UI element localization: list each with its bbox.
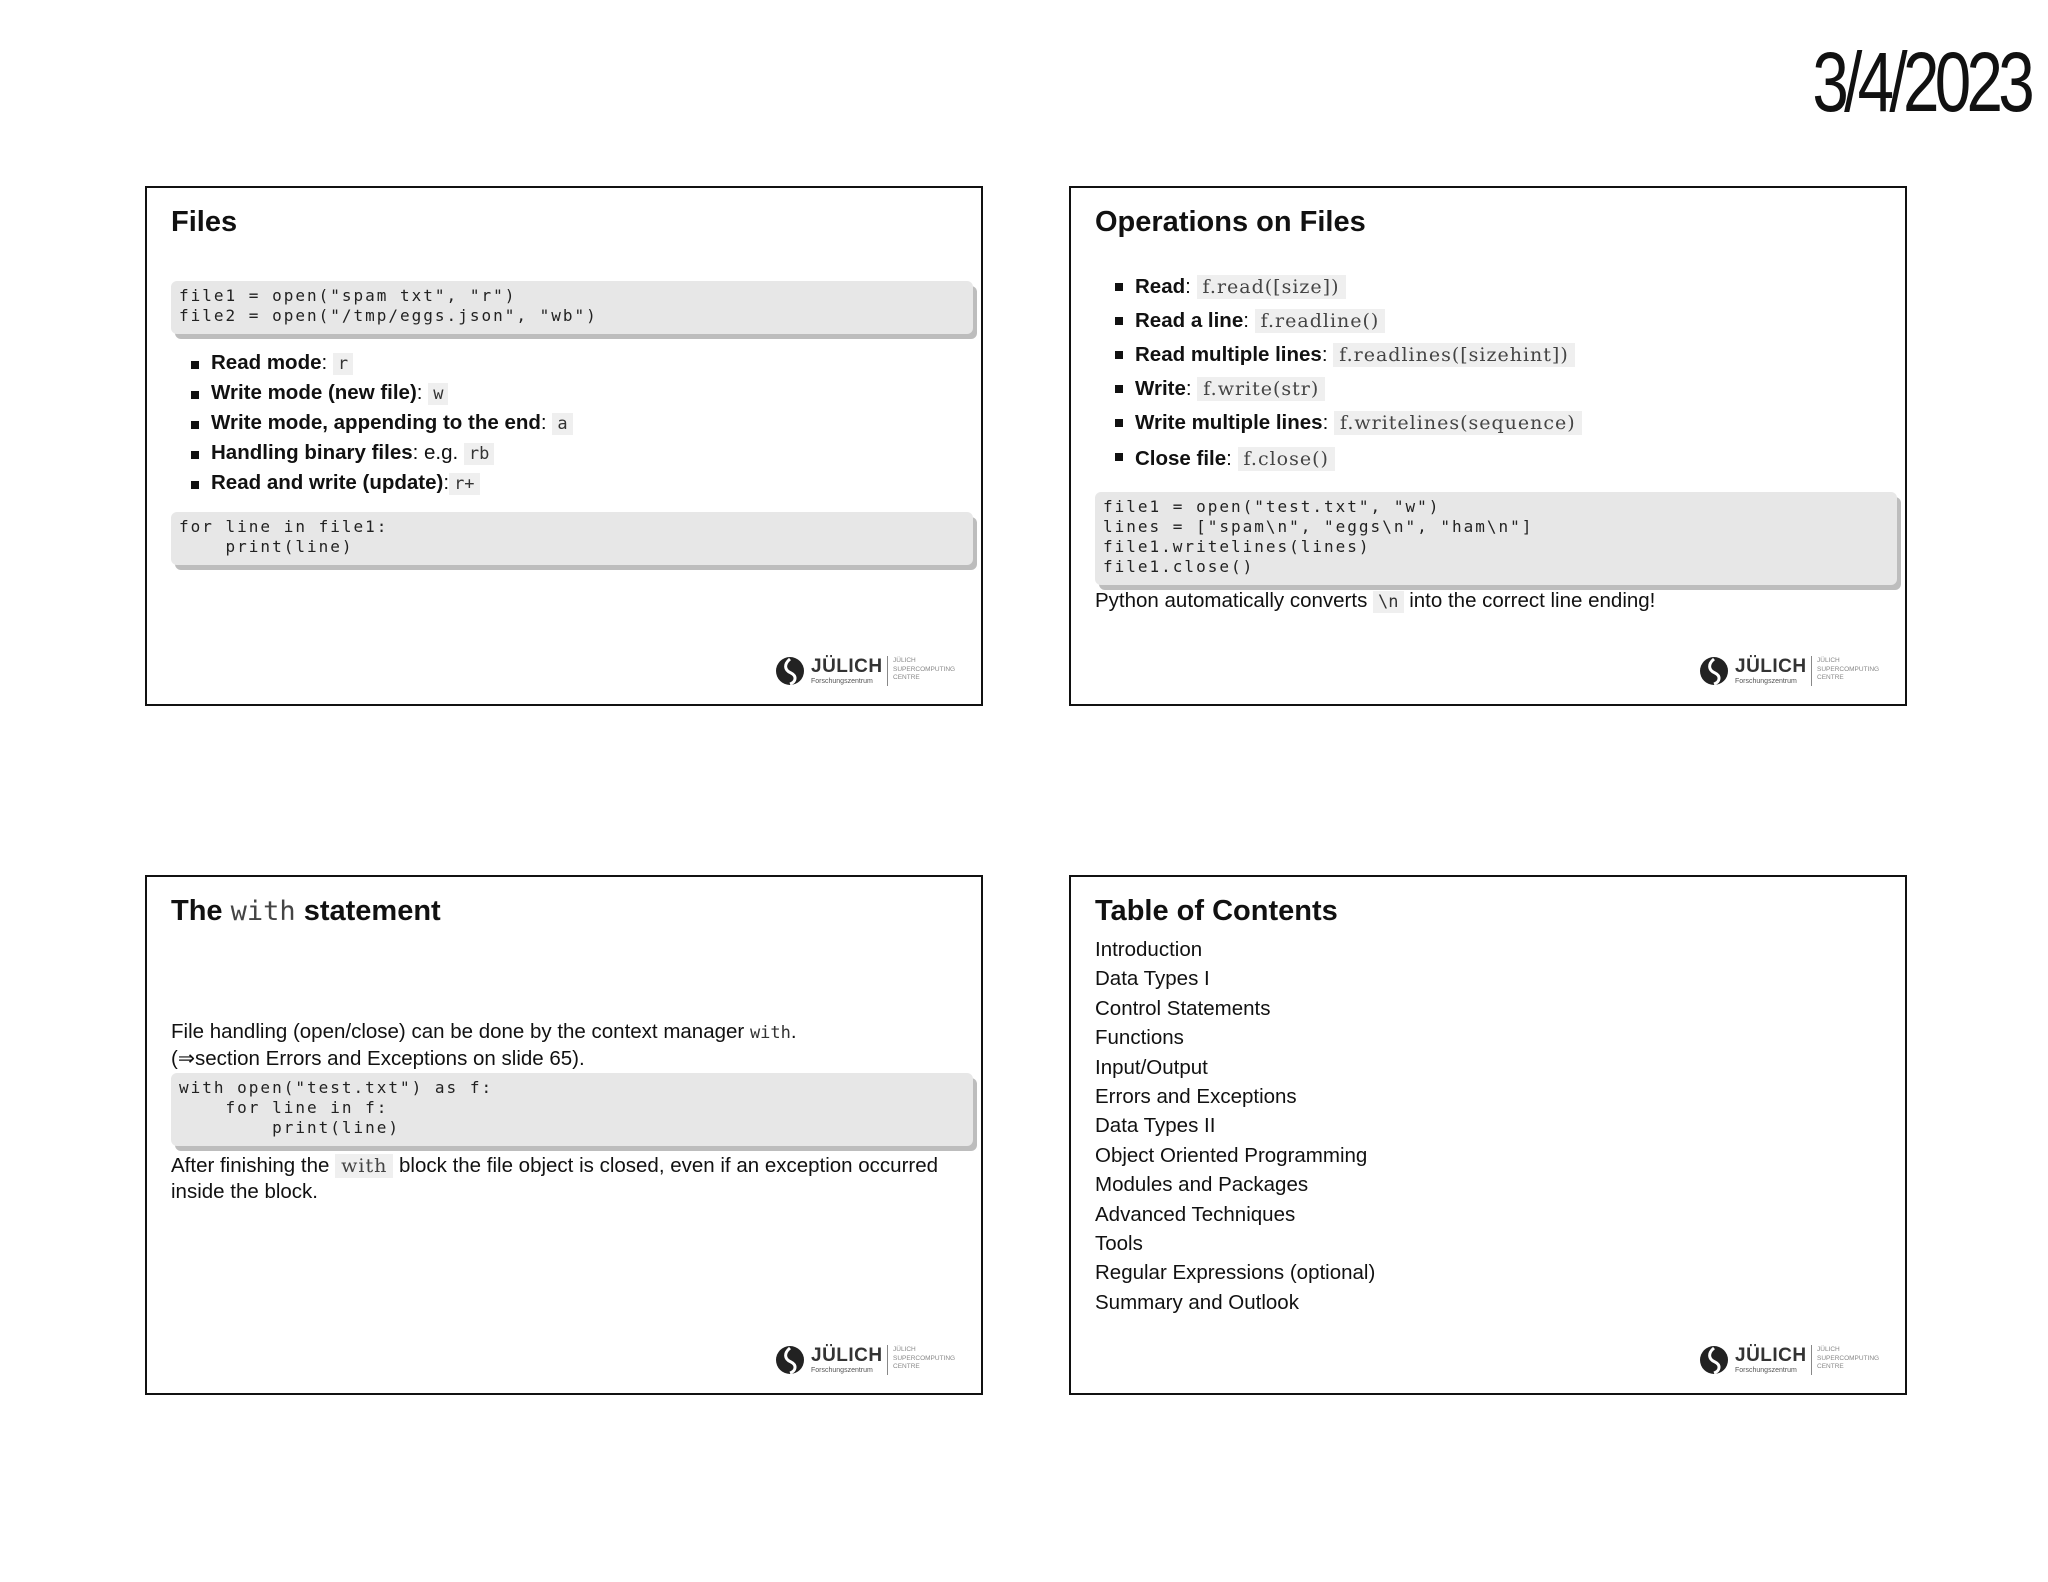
list-item: Read mode: r: [191, 348, 573, 378]
inline-code: f.readline(): [1255, 309, 1386, 333]
toc-item: Tools: [1095, 1231, 1143, 1255]
inline-code: with: [749, 1023, 791, 1043]
code-block: file1 = open("test.txt", "w") lines = ["spam\n", "eggs\n", "ham\n"] file1.writelines(lines) file1.close(): [1095, 492, 1897, 585]
slide-title: Operations on Files: [1095, 206, 1366, 238]
toc-item: Advanced Techniques: [1095, 1202, 1296, 1226]
julich-logo-icon: [1699, 1345, 1729, 1375]
inline-code: f.close(): [1238, 447, 1335, 471]
julich-logo-icon: [1699, 656, 1729, 686]
julich-logo-icon: [775, 1345, 805, 1375]
inline-code: f.readlines([sizehint]): [1333, 343, 1575, 367]
inline-code: r: [333, 353, 353, 375]
list-item: Write multiple lines: f.writelines(sequence): [1115, 406, 1582, 440]
slide-table-of-contents: [1069, 875, 1907, 1395]
slide-title: The with statement: [171, 895, 441, 927]
slide-with-statement: [145, 875, 983, 1395]
list-item: Close file: f.close(): [1115, 440, 1582, 478]
toc-item: Regular Expressions (optional): [1095, 1261, 1376, 1285]
toc-item: Summary and Outlook: [1095, 1290, 1299, 1314]
list-item: Write mode (new file): w: [191, 378, 573, 408]
slide-title: Files: [171, 206, 238, 238]
toc-list: [1095, 935, 1375, 1317]
list-item: Read and write (update): r+: [191, 468, 573, 498]
slide-title: Table of Contents: [1095, 895, 1338, 927]
inline-code: rb: [464, 443, 494, 465]
page-date: 3/4/2023: [1812, 35, 2030, 129]
bullet-list: [191, 348, 573, 498]
inline-code: a: [552, 413, 572, 435]
toc-item: Functions: [1095, 1026, 1184, 1050]
code-block: file1 = open("spam txt", "r") file2 = open("/tmp/eggs.json", "wb"): [171, 281, 973, 334]
bullet-list: [1115, 270, 1582, 478]
julich-logo: JÜLICH Forschungszentrum JÜLICH SUPERCOMPUTING CENTRE: [775, 1343, 965, 1379]
list-item: Read: f.read([size]): [1115, 270, 1582, 304]
toc-item: Data Types I: [1095, 967, 1210, 991]
slide-files: [145, 186, 983, 706]
list-item: Handling binary files: e.g. rb: [191, 438, 573, 468]
toc-item: Object Oriented Programming: [1095, 1143, 1368, 1167]
intro-text: File handling (open/close) can be done by the context manager with. (⇒section Errors and Exceptions on slide 65).: [171, 1020, 797, 1070]
inline-code: r+: [449, 473, 479, 495]
toc-item: Modules and Packages: [1095, 1173, 1309, 1197]
list-item: Write: f.write(str): [1115, 372, 1582, 406]
toc-item: Introduction: [1095, 938, 1203, 961]
code-block: with open("test.txt") as f: for line in f: print(line): [171, 1073, 973, 1146]
slide-operations-on-files: [1069, 186, 1907, 706]
inline-code: f.writelines(sequence): [1334, 411, 1582, 435]
list-item: Read a line: f.readline(): [1115, 304, 1582, 338]
code-block: for line in file1: print(line): [171, 512, 973, 565]
toc-item: Input/Output: [1095, 1055, 1208, 1079]
inline-code: f.write(str): [1197, 377, 1325, 401]
julich-logo-icon: [775, 656, 805, 686]
toc-item: Errors and Exceptions: [1095, 1084, 1297, 1108]
toc-item: Data Types II: [1095, 1114, 1216, 1138]
list-item: Write mode, appending to the end: a: [191, 408, 573, 438]
list-item: Read multiple lines: f.readlines([sizehint]): [1115, 338, 1582, 372]
julich-logo: JÜLICH Forschungszentrum JÜLICH SUPERCOMPUTING CENTRE: [775, 654, 965, 690]
after-text: After finishing the with block the file object is closed, even if an exception occurred inside the block.: [171, 1154, 939, 1203]
inline-code: \n: [1373, 591, 1403, 613]
julich-logo: JÜLICH Forschungszentrum JÜLICH SUPERCOMPUTING CENTRE: [1699, 654, 1889, 690]
julich-logo: JÜLICH Forschungszentrum JÜLICH SUPERCOMPUTING CENTRE: [1699, 1343, 1889, 1379]
inline-code: w: [428, 383, 448, 405]
toc-item: Control Statements: [1095, 996, 1271, 1020]
inline-code: f.read([size]): [1197, 275, 1346, 299]
note-text: Python automatically converts \n into the correct line ending!: [1095, 589, 1656, 612]
inline-code: with: [335, 1154, 393, 1178]
